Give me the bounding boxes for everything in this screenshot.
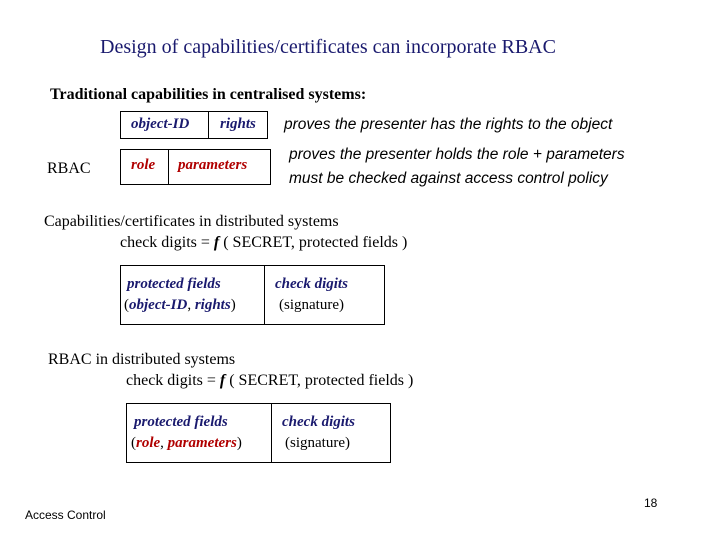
protected-fields-label: protected fields (127, 276, 221, 292)
rbac-protected-fields-values: (role, parameters) (131, 435, 242, 451)
protected-fields-values: (object-ID, rights) (124, 297, 236, 313)
check-digits-label: check digits (275, 276, 348, 292)
rbac-description-line1: proves the presenter holds the role + parameters (289, 146, 625, 163)
rbac-divider (168, 149, 169, 185)
rbac-check-digits-label: check digits (282, 414, 355, 430)
distributed-caps-divider (264, 265, 265, 325)
parameters-field: parameters (178, 157, 248, 173)
role-field: role (131, 157, 156, 173)
capability-description: proves the presenter has the rights to the object (284, 116, 613, 133)
distributed-rbac-divider (271, 403, 272, 463)
distributed-rbac-formula: check digits = f ( SECRET, protected fields ) (126, 372, 414, 389)
footer-label: Access Control (25, 508, 106, 522)
rbac-label: RBAC (47, 160, 91, 177)
page-number: 18 (644, 496, 658, 510)
rbac-protected-fields-label: protected fields (134, 414, 228, 430)
object-id-field: object-ID (131, 116, 190, 132)
distributed-caps-box (120, 265, 385, 325)
distributed-caps-formula: check digits = f ( SECRET, protected fields ) (120, 234, 408, 251)
rbac-description-line2: must be checked against access control policy (289, 170, 608, 187)
distributed-rbac-heading: RBAC in distributed systems (48, 351, 236, 368)
rbac-signature-label: (signature) (285, 435, 350, 451)
distributed-caps-heading: Capabilities/certificates in distributed systems (44, 213, 339, 230)
rights-field: rights (220, 116, 256, 132)
capability-divider (208, 111, 209, 139)
distributed-rbac-box (126, 403, 391, 463)
traditional-heading: Traditional capabilities in centralised systems: (50, 86, 367, 103)
signature-label: (signature) (279, 297, 344, 313)
slide-title: Design of capabilities/certificates can incorporate RBAC (100, 36, 556, 58)
